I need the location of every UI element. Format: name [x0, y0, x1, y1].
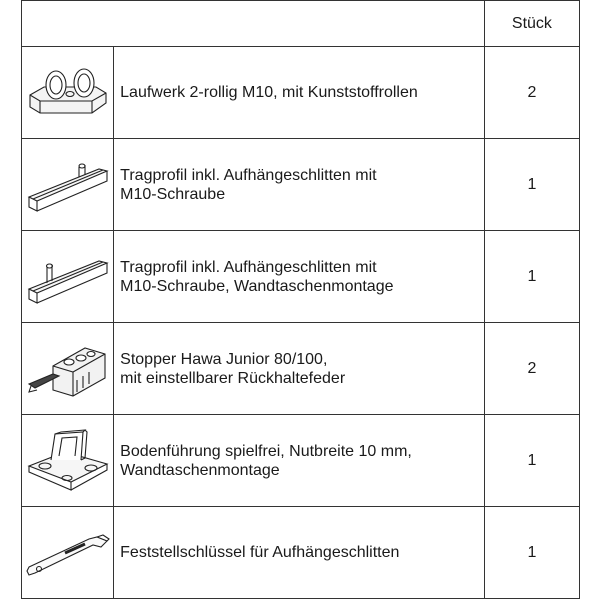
table-row	[22, 139, 580, 231]
item-quantity: 2	[484, 47, 579, 139]
table-row	[22, 323, 580, 415]
description-line: Wandtaschenmontage	[120, 461, 280, 479]
item-description	[114, 507, 485, 599]
item-image-cell	[22, 323, 114, 415]
stopper-icon	[25, 336, 111, 402]
table-row	[22, 231, 580, 323]
item-description	[114, 47, 485, 139]
item-description	[114, 415, 485, 507]
item-quantity: 2	[484, 323, 579, 415]
roller-carriage-icon	[26, 63, 110, 123]
item-quantity: 1	[484, 415, 579, 507]
floor-guide-icon	[25, 426, 111, 496]
item-quantity: 1	[484, 507, 579, 599]
qty-header: Stück	[484, 1, 579, 47]
item-image-cell	[22, 415, 114, 507]
description-line: Tragprofil inkl. Aufhängeschlitten mit	[120, 258, 377, 276]
item-description	[114, 139, 485, 231]
item-description	[114, 231, 485, 323]
item-description	[114, 323, 485, 415]
item-image-cell	[22, 47, 114, 139]
item-quantity: 1	[484, 231, 579, 323]
support-profile-wall-icon	[25, 247, 111, 307]
description-line: Tragprofil inkl. Aufhängeschlitten mit	[120, 166, 377, 184]
header-empty-cell	[22, 1, 485, 47]
item-quantity: 1	[484, 139, 579, 231]
parts-table	[21, 0, 580, 599]
locking-key-icon	[25, 523, 111, 583]
table-row	[22, 415, 580, 507]
description-line: mit einstellbarer Rückhaltefeder	[120, 369, 346, 387]
description-line: Bodenführung spielfrei, Nutbreite 10 mm,	[120, 442, 412, 460]
description-line: M10-Schraube, Wandtaschenmontage	[120, 277, 394, 295]
description-line: Stopper Hawa Junior 80/100,	[120, 350, 328, 368]
description-line: Feststellschlüssel für Aufhängeschlitten	[120, 544, 400, 561]
description-line: Laufwerk 2-rollig M10, mit Kunststoffrollen	[120, 84, 418, 101]
item-image-cell	[22, 507, 114, 599]
item-image-cell	[22, 231, 114, 323]
support-profile-icon	[25, 155, 111, 215]
item-image-cell	[22, 139, 114, 231]
table-row	[22, 507, 580, 599]
header-row	[22, 1, 580, 47]
description-line: M10-Schraube	[120, 185, 226, 203]
table-row	[22, 47, 580, 139]
